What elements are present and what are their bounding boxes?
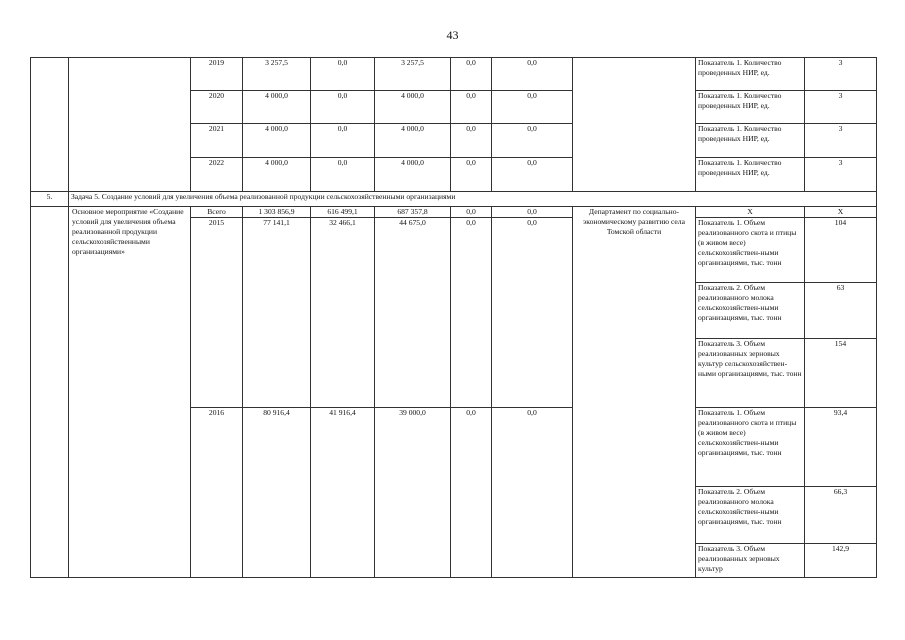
indicator-cell: X: [696, 207, 805, 218]
amount-cell: 0,0: [311, 158, 375, 192]
indicator-value: 142,9: [805, 544, 877, 578]
amount-cell: 0,0: [492, 158, 573, 192]
total-cell: 4 000,0: [243, 124, 311, 158]
amount-cell: 44 675,0: [375, 218, 451, 408]
indicator-value: 3: [805, 58, 877, 91]
total-cell: 4 000,0: [243, 158, 311, 192]
task-number: 5.: [31, 192, 69, 207]
amount-cell: 0,0: [451, 158, 492, 192]
amount-cell: 0,0: [492, 218, 573, 408]
indicator-cell: Показатель 1. Объем реализованного скота и птицы (в живом весе) сельскохозяйствен-ными организациями, тыс. тонн: [696, 218, 805, 283]
amount-cell: 3 257,5: [375, 58, 451, 91]
amount-cell: 0,0: [311, 58, 375, 91]
amount-cell: 0,0: [451, 91, 492, 124]
indicator-cell: Показатель 1. Количество проведенных НИР, ед.: [696, 58, 805, 91]
amount-cell: 39 000,0: [375, 408, 451, 578]
program-table: [30, 57, 877, 578]
amount-cell: 687 357,8: [375, 207, 451, 218]
indicator-value: 93,4: [805, 408, 877, 487]
amount-cell: 4 000,0: [375, 158, 451, 192]
empty-cell: [69, 58, 191, 192]
amount-cell: 41 916,4: [311, 408, 375, 578]
amount-cell: 0,0: [311, 124, 375, 158]
amount-cell: 0,0: [492, 58, 573, 91]
indicator-value: 63: [805, 283, 877, 339]
indicator-cell: Показатель 3. Объем реализованных зерновых культур сельскохозяйствен-ными организациями, тыс. тонн: [696, 339, 805, 408]
amount-cell: 0,0: [451, 58, 492, 91]
executor-cell: Департамент по социально-экономическому развитию села Томской области: [573, 207, 696, 578]
empty-cell: [573, 58, 696, 192]
table-row: [31, 58, 877, 91]
year-cell: 2020: [191, 91, 243, 124]
indicator-cell: Показатель 2. Объем реализованного молока сельскохозяйствен-ными организациями, тыс. тонн: [696, 283, 805, 339]
indicator-value: 3: [805, 158, 877, 192]
total-cell: 80 916,4: [243, 408, 311, 578]
indicator-value: 104: [805, 218, 877, 283]
amount-cell: 0,0: [451, 124, 492, 158]
year-cell: 2022: [191, 158, 243, 192]
amount-cell: 0,0: [451, 207, 492, 218]
year-cell: 2016: [191, 408, 243, 578]
amount-cell: 0,0: [492, 91, 573, 124]
indicator-cell: Показатель 3. Объем реализованных зерновых культур: [696, 544, 805, 578]
amount-cell: 4 000,0: [375, 124, 451, 158]
amount-cell: 0,0: [492, 124, 573, 158]
amount-cell: 0,0: [492, 408, 573, 578]
empty-cell: [31, 207, 69, 578]
indicator-cell: Показатель 1. Количество проведенных НИР, ед.: [696, 158, 805, 192]
year-cell: 2021: [191, 124, 243, 158]
indicator-value: 3: [805, 124, 877, 158]
amount-cell: 616 499,1: [311, 207, 375, 218]
indicator-cell: Показатель 1. Количество проведенных НИР, ед.: [696, 124, 805, 158]
total-cell: 4 000,0: [243, 91, 311, 124]
year-cell: 2019: [191, 58, 243, 91]
page-number: 43: [446, 28, 459, 42]
amount-cell: 0,0: [451, 218, 492, 408]
total-cell: 1 303 856,9: [243, 207, 311, 218]
amount-cell: 0,0: [311, 91, 375, 124]
indicator-value: X: [805, 207, 877, 218]
amount-cell: 32 466,1: [311, 218, 375, 408]
amount-cell: 0,0: [492, 207, 573, 218]
indicator-cell: Показатель 1. Объем реализованного скота и птицы (в живом весе) сельскохозяйствен-ными организациями, тыс. тонн: [696, 408, 805, 487]
indicator-cell: Показатель 1. Количество проведенных НИР, ед.: [696, 91, 805, 124]
indicator-value: 66,3: [805, 487, 877, 544]
indicator-cell: Показатель 2. Объем реализованного молока сельскохозяйствен-ными организациями, тыс. тонн: [696, 487, 805, 544]
task-title: Задача 5. Создание условий для увеличения объема реализованной продукции сельскохозяйственными организациями: [69, 192, 877, 207]
amount-cell: 0,0: [451, 408, 492, 578]
table-row: [31, 207, 877, 218]
indicator-value: 154: [805, 339, 877, 408]
task-row: [31, 192, 877, 207]
indicator-value: 3: [805, 91, 877, 124]
activity-name: Основное мероприятие «Создание условий для увеличения объема реализованной продукции сельскохозяйственными организациями»: [69, 207, 191, 578]
year-cell: Всего: [191, 207, 243, 218]
total-cell: 77 141,1: [243, 218, 311, 408]
year-cell: 2015: [191, 218, 243, 408]
total-cell: 3 257,5: [243, 58, 311, 91]
empty-cell: [31, 58, 69, 192]
amount-cell: 4 000,0: [375, 91, 451, 124]
